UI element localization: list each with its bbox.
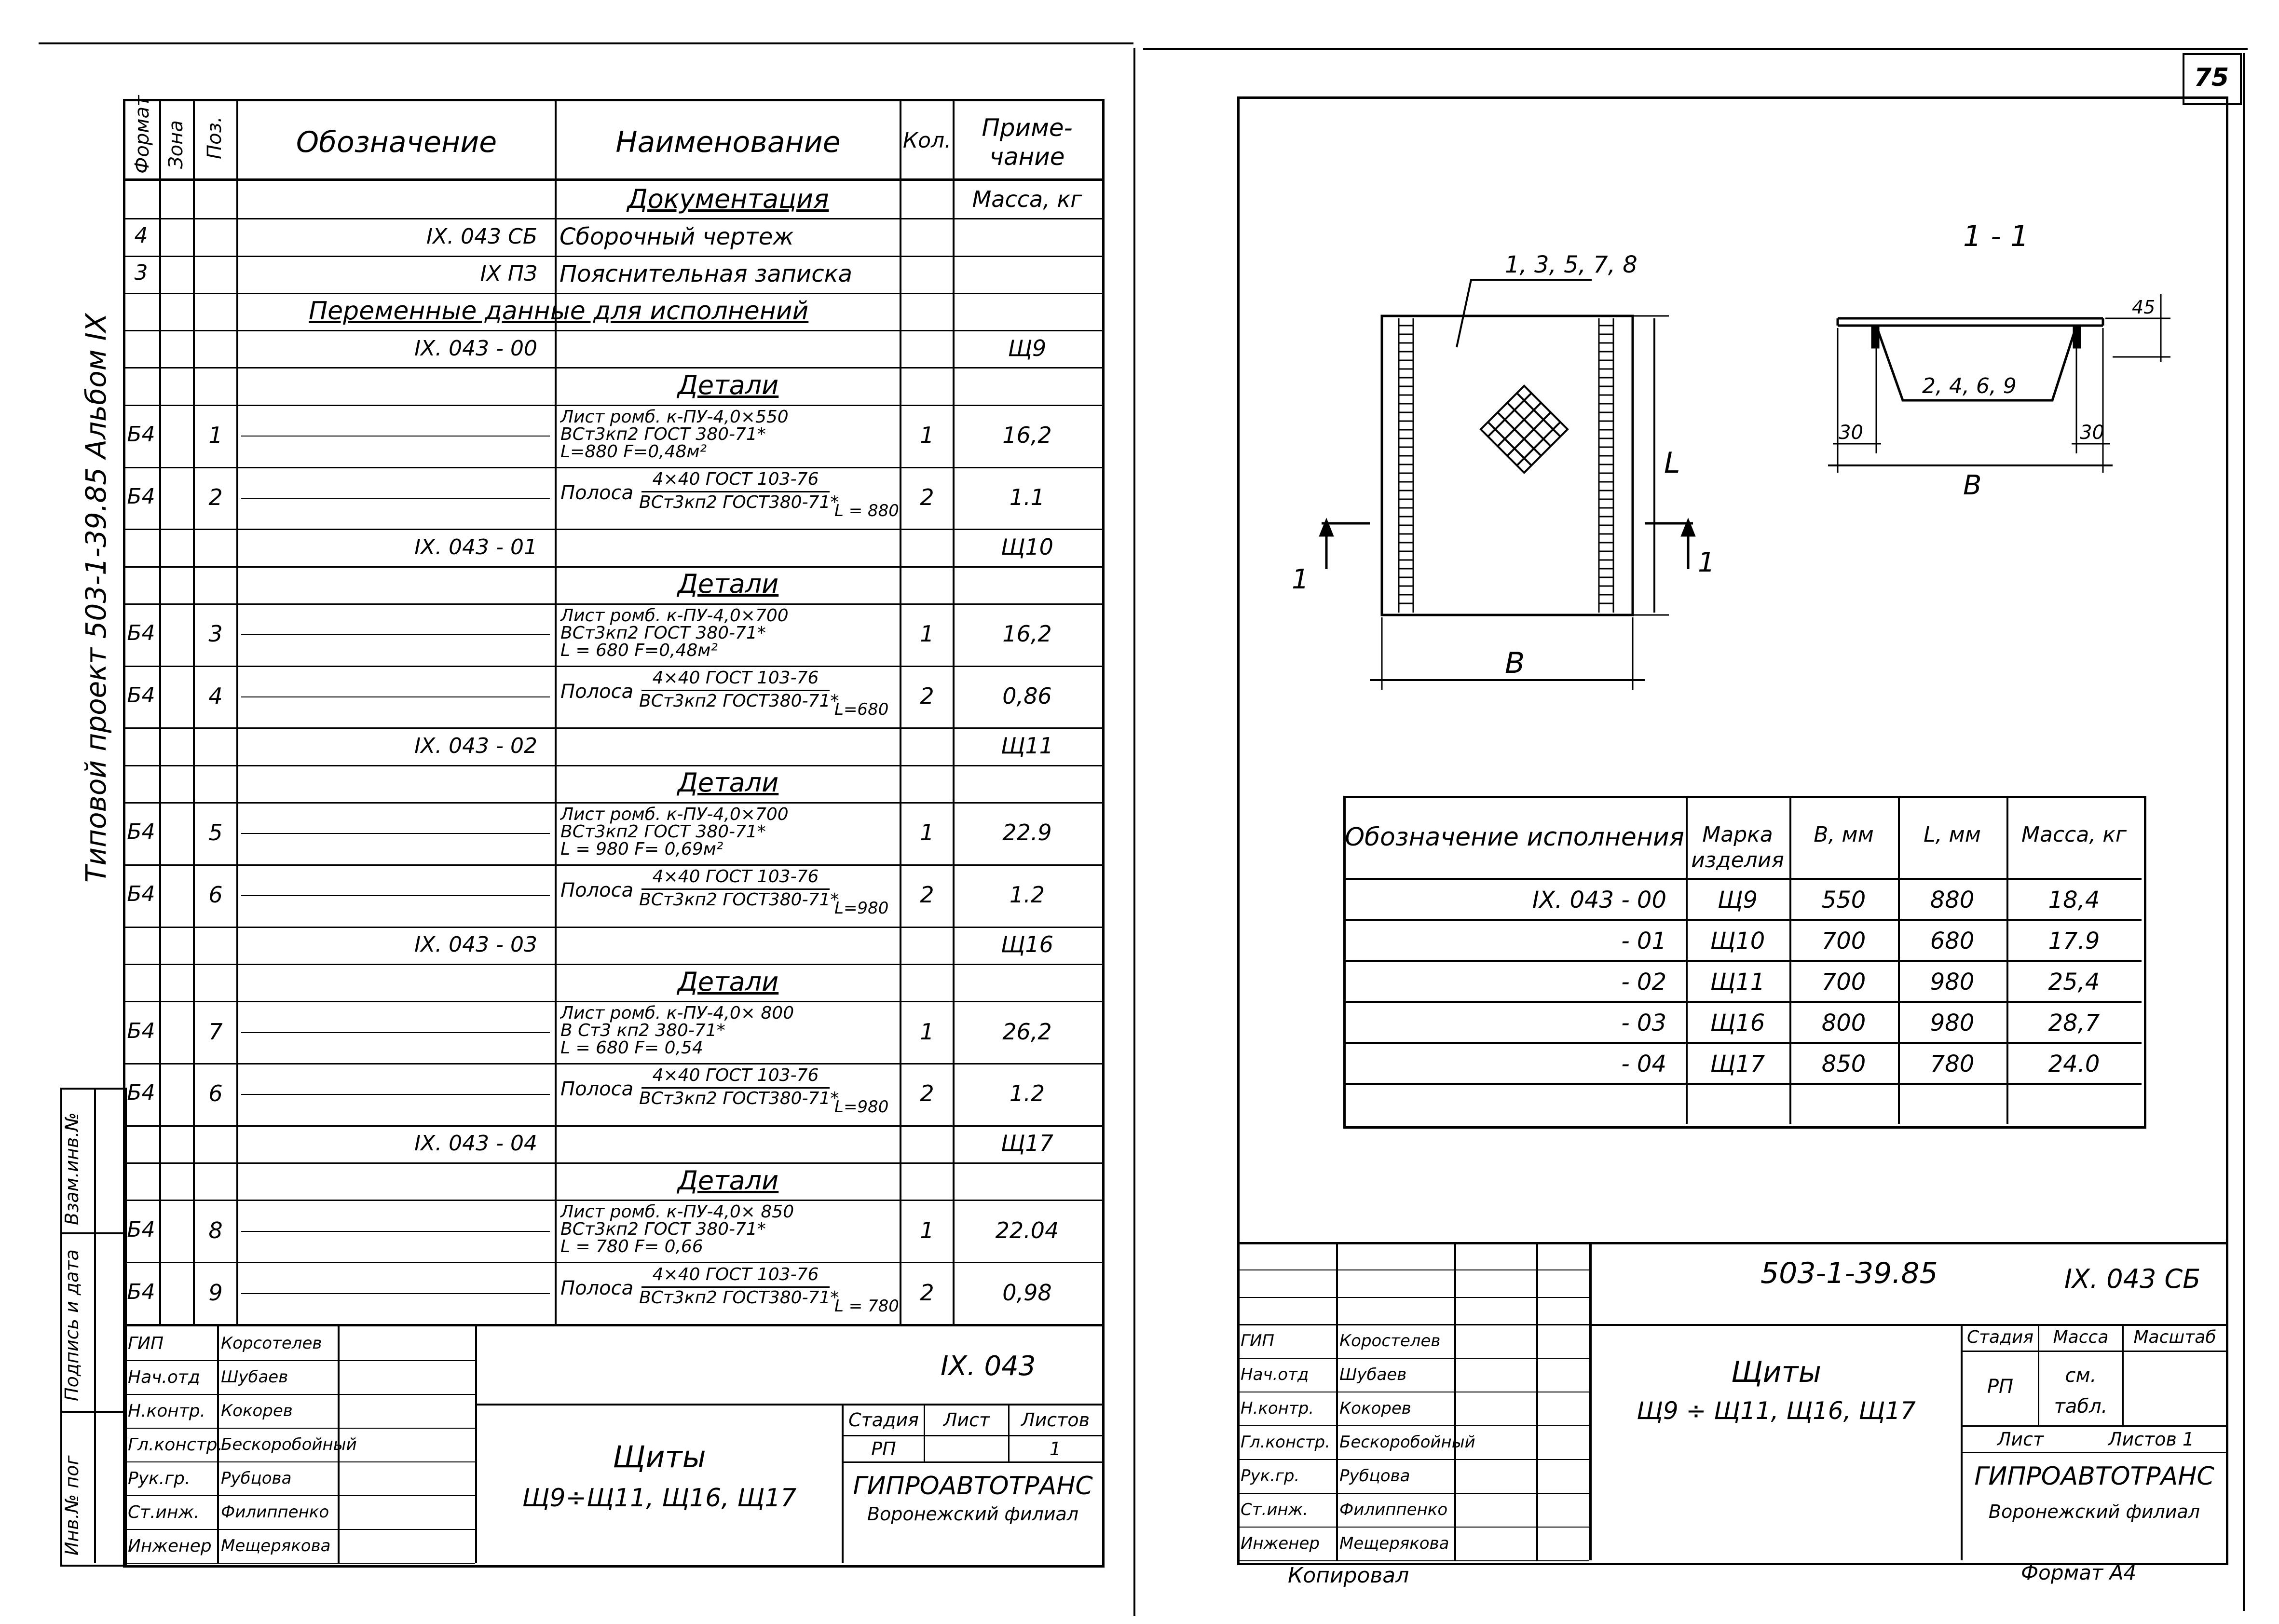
variant-cell: Щ17 (1710, 1051, 1765, 1078)
stamp-role: Ст.инж. (1241, 1500, 1309, 1519)
header-l: L, мм (1924, 822, 1981, 847)
section-dim-b: В (1963, 470, 1982, 501)
stamp-line (1454, 1242, 1456, 1560)
row-line (1343, 1001, 2142, 1003)
row-divider (123, 802, 1102, 804)
row-quantity: 2 (920, 484, 934, 510)
stamp-row-line (123, 1563, 475, 1564)
row-name-line: Лист ромб. к-ПУ-4,0×700 (560, 605, 789, 626)
row-divider (123, 330, 1102, 331)
copied-by-label: Копировал (1288, 1563, 1409, 1588)
stamp-line (1589, 1324, 2226, 1326)
row-format: Б4 (127, 422, 155, 447)
row-fraction-top: 4×40 ГОСТ 103-76 (652, 1065, 819, 1086)
row-position: 9 (208, 1279, 223, 1306)
row-name-line: Лист ромб. к-ПУ-4,0×550 (560, 407, 789, 427)
row-format: 4 (134, 223, 148, 248)
row-divider (123, 1162, 1102, 1164)
side-stamp-label: Инв.№ пог (61, 1455, 82, 1556)
row-note: Щ10 (1001, 533, 1053, 560)
row-divider (123, 529, 1102, 530)
row-extra: L = 780 (834, 1296, 899, 1316)
dim-30-left: 30 (1839, 422, 1863, 444)
row-line (241, 1231, 550, 1232)
row-divider (123, 964, 1102, 965)
section-mark-right (1645, 521, 1694, 569)
row-quantity: 1 (920, 819, 934, 846)
row-line (241, 436, 550, 437)
row-position: 2 (208, 484, 223, 510)
side-project-label: Типовой проект 503-1-39.85 Альбом IX (80, 313, 112, 883)
stamp-row-line (123, 1360, 475, 1361)
stamp-name: Шубаев (1339, 1365, 1407, 1384)
row-section-heading: Детали (677, 370, 779, 401)
variant-cell: 980 (1930, 1010, 1975, 1037)
stamp-row-line (1237, 1527, 1589, 1528)
stamp-top (1237, 1242, 2226, 1244)
row-fraction-top: 4×40 ГОСТ 103-76 (652, 668, 819, 688)
variant-cell: 780 (1930, 1051, 1975, 1078)
stamp-name: Рубцова (1339, 1466, 1410, 1486)
row-note: 1.1 (1009, 484, 1045, 510)
row-position: 8 (208, 1217, 223, 1243)
variant-cell: Щ16 (1710, 1010, 1765, 1037)
row-position: 6 (208, 882, 223, 908)
stamp-sheet-label: Лист (1997, 1429, 2044, 1450)
stamp-subtitle: Щ9÷Щ11, Щ16, Щ17 (522, 1484, 797, 1513)
row-note: Щ17 (1001, 1130, 1053, 1157)
row-quantity: 2 (920, 1080, 934, 1107)
row-format: Б4 (127, 1018, 155, 1043)
row-position: 6 (208, 1080, 223, 1107)
variant-cell: 28,7 (2048, 1010, 2100, 1037)
stamp-line (1961, 1351, 2226, 1352)
row-note: 0,98 (1002, 1279, 1052, 1306)
row-section-heading: Детали (677, 767, 779, 798)
row-divider (123, 1200, 1102, 1201)
stamp-org: ГИПРОАВТОТРАНС (1974, 1462, 2214, 1491)
stamp-role: ГИП (128, 1334, 164, 1353)
row-name-line: Лист ромб. к-ПУ-4,0× 800 (560, 1003, 794, 1024)
row-extra: L = 880 (834, 501, 899, 520)
row-note: 1.2 (1009, 882, 1045, 908)
stamp-name: Корсотелев (221, 1334, 322, 1353)
header-note: Приме- чание (982, 114, 1073, 171)
row-prefix: Полоса (560, 1277, 634, 1299)
stamp-line (842, 1435, 1102, 1436)
row-divider (123, 765, 1102, 766)
variant-cell: 800 (1821, 1010, 1866, 1037)
stamp-row-line (1237, 1425, 1589, 1426)
row-line (1343, 1042, 2142, 1044)
stamp-name: Мещерякова (221, 1536, 331, 1556)
stamp-name: Коростелев (1339, 1331, 1441, 1351)
stamp-name: Бескоробойный (1339, 1433, 1475, 1452)
stamp-row-line (1237, 1269, 1589, 1270)
row-fraction-bottom: ВСт3кп2 ГОСТ380-71* (639, 890, 839, 910)
row-name: Пояснительная записка (560, 260, 853, 288)
variant-cell: 700 (1821, 928, 1866, 955)
row-name-line: L = 980 F= 0,69м² (560, 839, 723, 860)
stamp-project: 503-1-39.85 (1760, 1256, 1938, 1290)
stamp-row-line (1237, 1493, 1589, 1494)
stamp-stage-label: Стадия (1966, 1327, 2034, 1347)
stamp-name: Мещерякова (1339, 1534, 1449, 1553)
stamp-stage: РП (871, 1438, 896, 1460)
row-designation: IX. 043 - 02 (414, 734, 537, 759)
row-format: Б4 (127, 882, 155, 907)
row-name-line: В Ст3 кп2 380-71* (560, 1021, 725, 1041)
row-section-heading: Детали (677, 966, 779, 997)
variant-cell: 980 (1930, 969, 1975, 996)
row-name-line: ВСт3кп2 ГОСТ 380-71* (560, 822, 766, 842)
row-format: Б4 (127, 1080, 155, 1105)
row-line (241, 498, 550, 499)
stamp-name: Филиппенко (1339, 1500, 1448, 1519)
row-line (241, 833, 550, 834)
row-divider (123, 566, 1102, 568)
variant-cell: 700 (1821, 969, 1866, 996)
variant-cell: 18,4 (2048, 887, 2100, 914)
stamp-role: Ст.инж. (128, 1502, 200, 1522)
row-designation: IX. 043 - 04 (414, 1131, 537, 1156)
stamp-row-line (123, 1495, 475, 1496)
parts-callout-leader (1457, 280, 1592, 347)
row-divider (123, 727, 1102, 729)
section-mark-right-label: 1 (1698, 547, 1715, 578)
stamp-sheets-label: Листов (1021, 1409, 1090, 1431)
stamp-sheet-label: Лист (943, 1409, 990, 1431)
row-fraction-bottom: ВСт3кп2 ГОСТ380-71* (639, 1089, 839, 1109)
row-note: 26,2 (1002, 1018, 1052, 1045)
row-position: 4 (208, 683, 223, 710)
stamp-title: Щиты (1731, 1355, 1821, 1389)
row-format: Б4 (127, 621, 155, 646)
variant-cell: 680 (1930, 928, 1975, 955)
row-designation: IX. 043 - 00 (414, 336, 537, 361)
stamp-role: Н.контр. (1241, 1399, 1314, 1418)
stamp-role: Инженер (128, 1536, 212, 1556)
sheet-number: 75 (2194, 63, 2229, 92)
stamp-org: ГИПРОАВТОТРАНС (853, 1472, 1093, 1501)
row-fraction-top: 4×40 ГОСТ 103-76 (652, 1264, 819, 1284)
stamp-row-line (1237, 1324, 1589, 1325)
row-name-line: L = 680 F= 0,54 (560, 1038, 703, 1058)
stamp-stage-label: Стадия (848, 1409, 919, 1431)
stamp-code: IX. 043 (941, 1351, 1036, 1382)
row-position: 7 (208, 1018, 223, 1045)
row-extra: L=980 (834, 899, 889, 918)
stamp-line (1961, 1452, 2226, 1453)
row-line (241, 895, 550, 896)
stamp-name: Кокорев (221, 1401, 293, 1420)
stamp-mass-label: Масса (2053, 1327, 2109, 1347)
row-quantity: 2 (920, 683, 934, 710)
row-note: Масса, кг (972, 186, 1082, 212)
row-line (241, 1032, 550, 1033)
stamp-row-line (1237, 1560, 1589, 1561)
header-pos: Поз. (204, 116, 226, 159)
row-name-line: ВСт3кп2 ГОСТ 380-71* (560, 1219, 766, 1240)
side-stamp-label: Подпись и дата (61, 1249, 82, 1401)
header-qty: Кол. (902, 128, 952, 153)
stamp-code: IX. 043 СБ (2064, 1264, 2201, 1294)
variant-cell: 25,4 (2048, 969, 2100, 996)
stamp-row-line (1237, 1459, 1589, 1460)
header-designation: Обозначение (296, 125, 497, 159)
row-position: 5 (208, 819, 223, 846)
row-divider (123, 1001, 1102, 1002)
row-position: 3 (208, 621, 223, 647)
row-note: Щ9 (1008, 335, 1047, 361)
stamp-role: Гл.констр. (128, 1435, 223, 1455)
dim-30-right: 30 (2080, 422, 2104, 444)
row-designation: IX. 043 - 01 (414, 534, 537, 560)
row-note: 16,2 (1002, 422, 1052, 449)
row-note: Щ16 (1001, 931, 1053, 958)
row-quantity: 1 (920, 422, 934, 449)
row-fraction-top: 4×40 ГОСТ 103-76 (652, 867, 819, 887)
stamp-stage: РП (1987, 1376, 2014, 1398)
stamp-branch: Воронежский филиал (1988, 1501, 2200, 1522)
variant-cell: 17.9 (2048, 928, 2100, 955)
row-line (1343, 1083, 2142, 1085)
row-divider (123, 256, 1102, 257)
header-format: Формат (131, 95, 153, 174)
row-note: 22.9 (1002, 819, 1052, 846)
stamp-role: Нач.отд (1241, 1365, 1309, 1384)
panel-drawing (1254, 203, 2170, 733)
row-line (241, 696, 550, 697)
stamp-name: Рубцова (221, 1469, 292, 1488)
row-name-line: ВСт3кп2 ГОСТ 380-71* (560, 424, 766, 444)
row-name-line: Лист ромб. к-ПУ-4,0×700 (560, 805, 789, 825)
row-name-line: L = 780 F= 0,66 (560, 1237, 703, 1257)
stamp-sheets: 1 (1049, 1438, 1062, 1460)
variant-designation: - 01 (1621, 928, 1666, 955)
row-divider (123, 405, 1102, 406)
row-format: Б4 (127, 484, 155, 509)
row-divider (123, 1063, 1102, 1064)
row-fraction-top: 4×40 ГОСТ 103-76 (652, 469, 819, 489)
stamp-role: Гл.констр. (1241, 1433, 1330, 1452)
stamp-line (1336, 1242, 1338, 1560)
stamp-branch: Воронежский филиал (867, 1503, 1079, 1525)
stamp-name: Шубаев (221, 1367, 288, 1387)
stamp-role: Рук.гр. (1241, 1466, 1300, 1486)
stamp-name: Бескоробойный (221, 1435, 357, 1454)
stamp-row-line (123, 1428, 475, 1429)
row-extra: L=680 (834, 700, 889, 720)
variant-designation: - 04 (1621, 1051, 1666, 1078)
row-format: Б4 (127, 1279, 155, 1304)
side-stamp-label: Взам.инв.№ (61, 1112, 82, 1225)
row-divider (123, 467, 1102, 468)
variant-cell: Щ9 (1717, 887, 1758, 914)
row-note: 1.2 (1009, 1080, 1045, 1107)
row-note: 22.04 (995, 1217, 1059, 1243)
row-divider (123, 367, 1102, 368)
stamp-row-line (123, 1394, 475, 1395)
row-fraction-bottom: ВСт3кп2 ГОСТ380-71* (639, 691, 839, 711)
dim-b-label: В (1505, 646, 1525, 680)
row-name-line: L=880 F=0,48м² (560, 441, 707, 462)
row-quantity: 2 (920, 882, 934, 908)
variant-cell: Щ11 (1710, 969, 1765, 996)
row-section-heading: Переменные данные для исполнений (309, 297, 809, 326)
row-line (241, 634, 550, 635)
section-label: 1 - 1 (1963, 219, 2029, 253)
row-format: Б4 (127, 683, 155, 708)
row-quantity: 1 (920, 1217, 934, 1243)
row-divider (123, 927, 1102, 928)
row-fraction-bottom: ВСт3кп2 ГОСТ380-71* (639, 1287, 839, 1308)
row-format: Б4 (127, 819, 155, 845)
row-note: 0,86 (1002, 683, 1052, 710)
stamp-scale-label: Масштаб (2133, 1327, 2216, 1347)
row-section-heading: Документация (627, 183, 829, 214)
row-section-heading: Детали (677, 569, 779, 600)
row-divider (123, 864, 1102, 866)
row-fraction-bottom: ВСт3кп2 ГОСТ380-71* (639, 492, 839, 512)
row-name-line: L = 680 F=0,48м² (560, 640, 718, 660)
row-designation: IX ПЗ (480, 261, 537, 287)
row-name-line: Лист ромб. к-ПУ-4,0× 850 (560, 1202, 794, 1222)
stamp-sheets-label: Листов 1 (2108, 1429, 2195, 1450)
row-designation: IX. 043 - 03 (414, 932, 537, 957)
section-mark-left (1321, 521, 1370, 569)
header-line (1343, 878, 2142, 880)
mesh-symbol (1481, 386, 1568, 473)
variant-cell: 880 (1930, 887, 1975, 914)
row-quantity: 2 (920, 1279, 934, 1306)
row-line (241, 1293, 550, 1294)
variant-designation: - 03 (1621, 1010, 1666, 1037)
row-section-heading: Детали (677, 1165, 779, 1196)
row-designation: IX. 043 СБ (426, 224, 537, 249)
row-prefix: Полоса (560, 1078, 634, 1101)
row-note: Щ11 (1001, 733, 1053, 759)
row-prefix: Полоса (560, 879, 634, 902)
row-divider (123, 218, 1102, 219)
stamp-role: Нач.отд (128, 1367, 200, 1387)
row-extra: L=980 (834, 1097, 889, 1117)
row-quantity: 1 (920, 621, 934, 647)
variant-designation: - 02 (1621, 969, 1666, 996)
row-position: 1 (208, 422, 223, 449)
header-zone: Зона (165, 120, 187, 169)
stamp-row-line (1237, 1297, 1589, 1298)
row-name: Сборочный чертеж (560, 223, 794, 250)
stamp-role: Инженер (1241, 1534, 1320, 1553)
header-designation: Обозначение исполнения (1345, 823, 1684, 852)
section-mark-left-label: 1 (1292, 564, 1309, 595)
header-mass: Масса, кг (2021, 822, 2127, 847)
stamp-row-line (123, 1461, 475, 1462)
stamp-line (1536, 1242, 1538, 1560)
row-format: 3 (134, 260, 148, 286)
stamp-row-line (123, 1529, 475, 1530)
format-label: Формат А4 (2021, 1561, 2137, 1584)
variant-cell: 24.0 (2048, 1051, 2100, 1078)
variant-designation: IX. 043 - 00 (1532, 887, 1666, 914)
row-divider (123, 1262, 1102, 1263)
dim-45: 45 (2132, 297, 2156, 318)
profile-parts-label: 2, 4, 6, 9 (1922, 374, 2017, 398)
stamp-line (1961, 1425, 2226, 1427)
row-line (1343, 919, 2142, 921)
header-mark: Марка изделия (1691, 822, 1784, 873)
row-quantity: 1 (920, 1018, 934, 1045)
parts-callout: 1, 3, 5, 7, 8 (1505, 251, 1638, 278)
row-name-line: ВСт3кп2 ГОСТ 380-71* (560, 623, 766, 643)
variant-cell: 850 (1821, 1051, 1866, 1078)
row-note: 16,2 (1002, 621, 1052, 647)
stamp-mass-value: см. табл. (2054, 1365, 2108, 1418)
dim-l-label: L (1664, 446, 1680, 480)
panel-outline (1382, 316, 1633, 615)
row-line (241, 1094, 550, 1095)
stamp-row-line (1237, 1358, 1589, 1359)
variant-cell: Щ10 (1710, 928, 1765, 955)
header-name: Наименование (615, 125, 841, 159)
row-divider (123, 1125, 1102, 1127)
header-b: В, мм (1814, 822, 1874, 847)
stamp-role: Н.контр. (128, 1401, 206, 1421)
row-divider (123, 293, 1102, 294)
row-format: Б4 (127, 1217, 155, 1242)
stamp-role: Рук.гр. (128, 1469, 191, 1488)
row-divider (123, 666, 1102, 667)
row-line (1343, 960, 2142, 962)
row-prefix: Полоса (560, 681, 634, 703)
stamp-name: Кокорев (1339, 1399, 1411, 1418)
stamp-role: ГИП (1241, 1331, 1274, 1351)
variant-cell: 550 (1821, 887, 1866, 914)
stamp-subtitle: Щ9 ÷ Щ11, Щ16, Щ17 (1637, 1397, 1916, 1425)
row-divider (123, 603, 1102, 605)
stamp-name: Филиппенко (221, 1502, 329, 1522)
stamp-line (842, 1461, 1102, 1463)
stamp-title: Щиты (613, 1439, 706, 1474)
row-prefix: Полоса (560, 481, 634, 504)
